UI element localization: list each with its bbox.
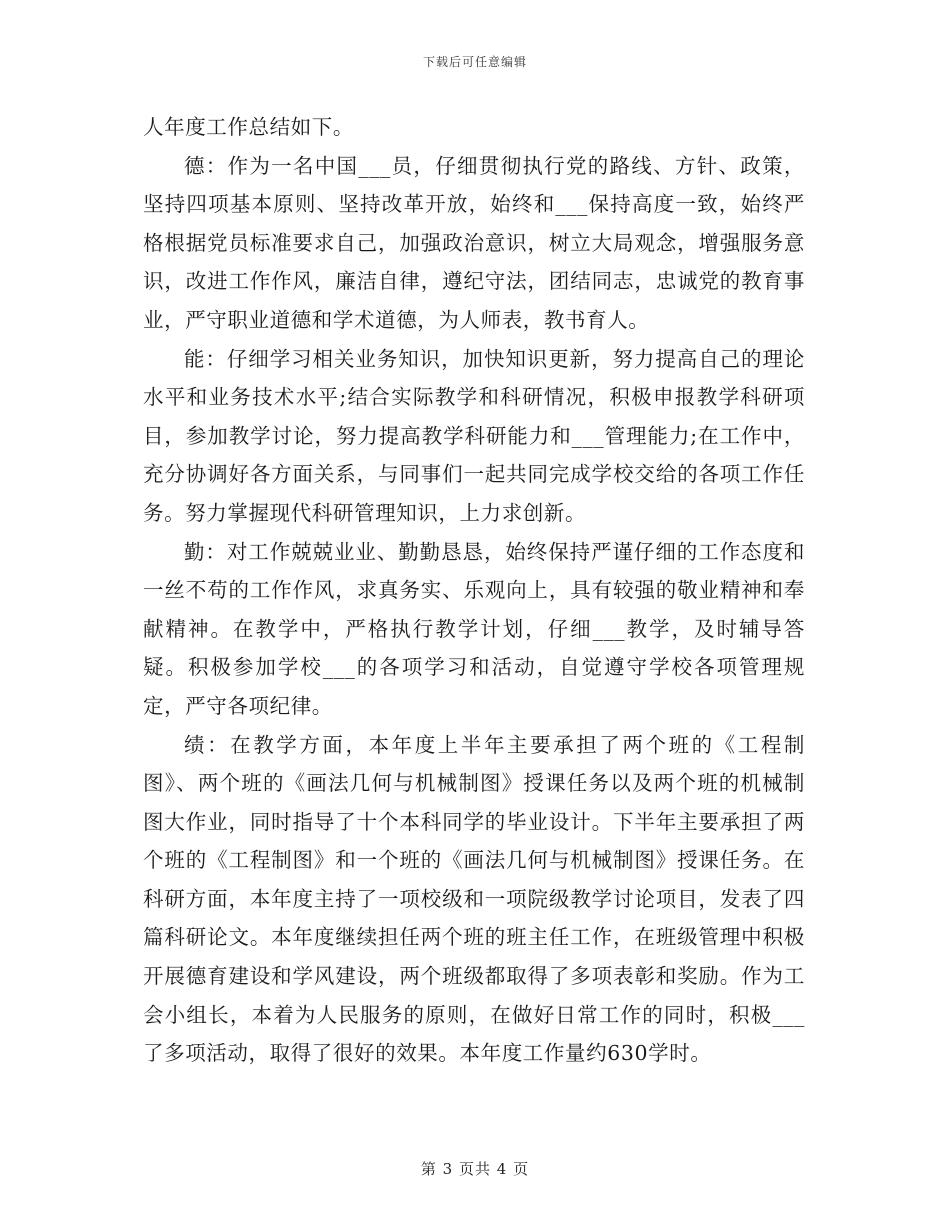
paragraph-ability: 能：仔细学习相关业务知识，加快知识更新，努力提高自己的理论水平和业务技术水平;结合实际教学和科研情况，积极申报教学科研项目，参加教学讨论，努力提高教学科研能力和___管理能力;在工作中，充分协调好各方面关系，与同事们一起共同完成学校交给的各项工作任务。努力掌握现代科研管理知识，上力求创新。	[143, 346, 805, 525]
document-body	[143, 108, 805, 1073]
paragraph-morality: 德：作为一名中国___员，仔细贯彻执行党的路线、方针、政策，坚持四项基本原则、坚持改革开放，始终和___保持高度一致，始终严格根据党员标准要求自己，加强政治意识，树立大局观念，增强服务意识，改进工作作风，廉洁自律，遵纪守法，团结同志，忠诚党的教育事业，严守职业道德和学术道德，为人师表，教书育人。	[143, 153, 805, 332]
paragraph-achievement: 绩：在教学方面，本年度上半年主要承担了两个班的《工程制图》、两个班的《画法几何与机械制图》授课任务以及两个班的机械制图大作业，同时指导了十个本科同学的毕业设计。下半年主要承担了两个班的《工程制图》和一个班的《画法几何与机械制图》授课任务。在科研方面，本年度主持了一项校级和一项院级教学讨论项目，发表了四篇科研论文。本年度继续担任两个班的班主任工作，在班级管理中积极开展德育建设和学风建设，两个班级都取得了多项表彰和奖励。作为工会小组长，本着为人民服务的原则，在做好日常工作的同时，积极___了多项活动，取得了很好的效果。本年度工作量约630学时。	[143, 732, 805, 1066]
page-header-note: 下载后可任意编辑	[422, 55, 527, 69]
page-number: 第 3 页共 4 页	[420, 1160, 530, 1178]
paragraph-continuation: 人年度工作总结如下。	[143, 115, 354, 139]
paragraph-diligence: 勤：对工作兢兢业业、勤勤恳恳，始终保持严谨仔细的工作态度和一丝不苟的工作作风，求真务实、乐观向上，具有较强的敬业精神和奉献精神。在教学中，严格执行教学计划，仔细___教学，及时辅导答疑。积极参加学校___的各项学习和活动，自觉遵守学校各项管理规定，严守各项纪律。	[143, 539, 805, 718]
